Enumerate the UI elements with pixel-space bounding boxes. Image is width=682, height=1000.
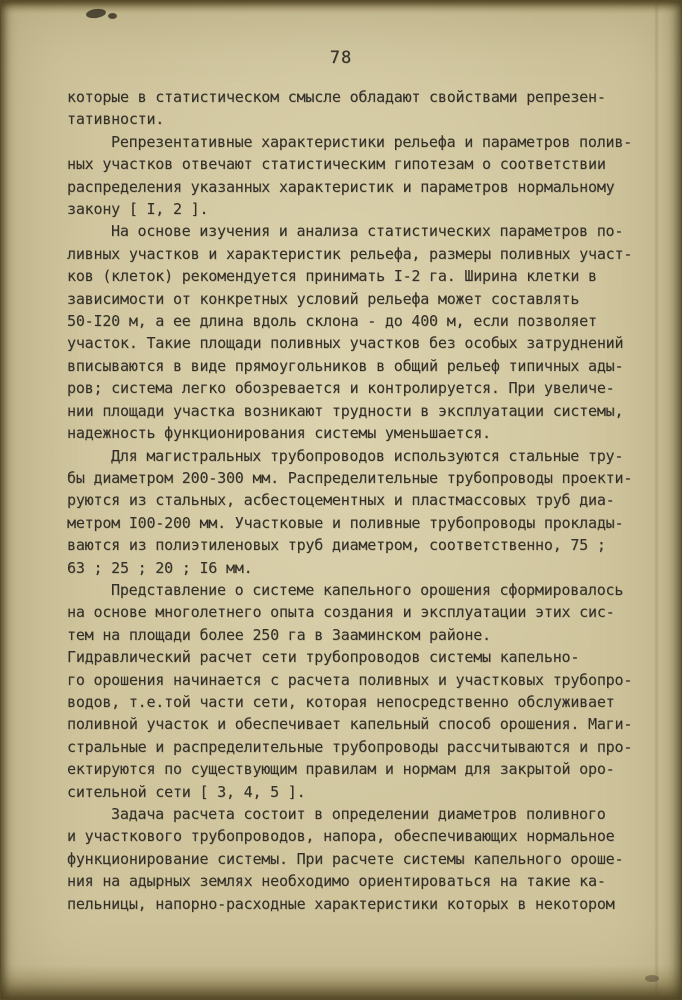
page-number: 78 [329, 48, 353, 68]
text-line: ваются из полиэтиленовых труб диаметром, соответственно, 75 ; [67, 536, 606, 555]
paragraph [67, 579, 639, 669]
text-line: Репрезентативные характеристики рельефа и параметров полив- [111, 132, 633, 151]
scan-crease [654, 0, 659, 1000]
text-line: тем на площади более 250 га в Зааминском районе. [67, 625, 491, 644]
text-line: го орошения начинается с расчета поливных и участковых трубопро- [67, 670, 633, 689]
text-line: и участкового трубопроводов, напора, обеспечивающих нормальное [67, 827, 615, 846]
text-line: поливной участок и обеспечивает капельный способ орошения. Маги- [67, 715, 633, 734]
text-line: распределения указанных характеристик и параметров нормальному [67, 177, 615, 196]
text-line: ных участков отвечают статистическим гипотезам о соответствии [67, 155, 606, 174]
text-line: Для магистральных трубопроводов используются стальные тру- [111, 446, 624, 465]
scan-speck [108, 13, 117, 19]
text-line: тативности. [67, 110, 165, 129]
text-line: Задача расчета состоит в определении диаметров поливного [111, 805, 606, 823]
text-line: водов, т.е.той части сети, которая непосредственно обслуживает [67, 692, 615, 711]
text-line: Представление о системе капельного орошения сформировалось [111, 580, 624, 599]
text-line: стральные и распределительные трубопроводы рассчитываются и про- [67, 737, 633, 756]
text-line: ров; система легко обозревается и контролируется. При увеличе- [67, 379, 615, 398]
text-line: 63 ; 25 ; 20 ; I6 мм. [67, 558, 253, 577]
text-line: которые в статистическом смысле обладают свойствами репрезен- [67, 88, 606, 106]
text-line: надежность функционирования системы уменьшается. [67, 424, 491, 443]
paragraph [67, 131, 639, 221]
text-line: пельницы, напорно-расходные характеристики которых в некотором [67, 894, 615, 913]
text-line: закону [ I, 2 ]. [67, 200, 209, 219]
paragraph [67, 669, 639, 803]
text-line: нии площади участка возникают трудности в эксплуатации системы, [67, 401, 624, 420]
text-line: ков (клеток) рекомендуется принимать I-2 га. Ширина клетки в [67, 267, 597, 286]
text-line: ектируются по существующим правилам и нормам для закрытой оро- [67, 760, 615, 779]
text-line: метром I00-200 мм. Участковые и поливные трубопроводы проклады- [67, 513, 624, 532]
text-line: 50-I20 м, а ее длина вдоль склона - до 400 м, если позволяет [67, 312, 597, 331]
text-line: ливных участков и характеристик рельефа, размеры поливных участ- [67, 244, 633, 263]
text-line: Гидравлический расчет сети трубопроводов системы капельно- [67, 648, 580, 667]
text-line: вписываются в виде прямоугольников в общий рельеф типичных ады- [67, 356, 624, 375]
text-line: на основе многолетнего опыта создания и эксплуатации этих сис- [67, 603, 615, 622]
paragraph [67, 445, 639, 579]
text-line: бы диаметром 200-300 мм. Распределительные трубопроводы проекти- [67, 468, 633, 487]
text-line: сительной сети [ 3, 4, 5 ]. [67, 782, 306, 801]
text-line: ния на адырных землях необходимо ориентироваться на такие ка- [67, 872, 606, 891]
body-text [67, 86, 639, 915]
scan-speck [85, 8, 106, 20]
text-line: На основе изучения и анализа статистических параметров по- [111, 222, 624, 241]
text-line: функционирование системы. При расчете системы капельного ороше- [67, 849, 624, 868]
text-line: участок. Такие площади поливных участков без особых затруднений [67, 334, 624, 353]
text-line: руются из стальных, асбестоцементных и пластмассовых труб диа- [67, 491, 615, 510]
text-line: зависимости от конкретных условий рельефа может составлять [67, 289, 580, 308]
paragraph [67, 803, 639, 915]
paragraph [67, 86, 639, 131]
paragraph [67, 220, 639, 444]
